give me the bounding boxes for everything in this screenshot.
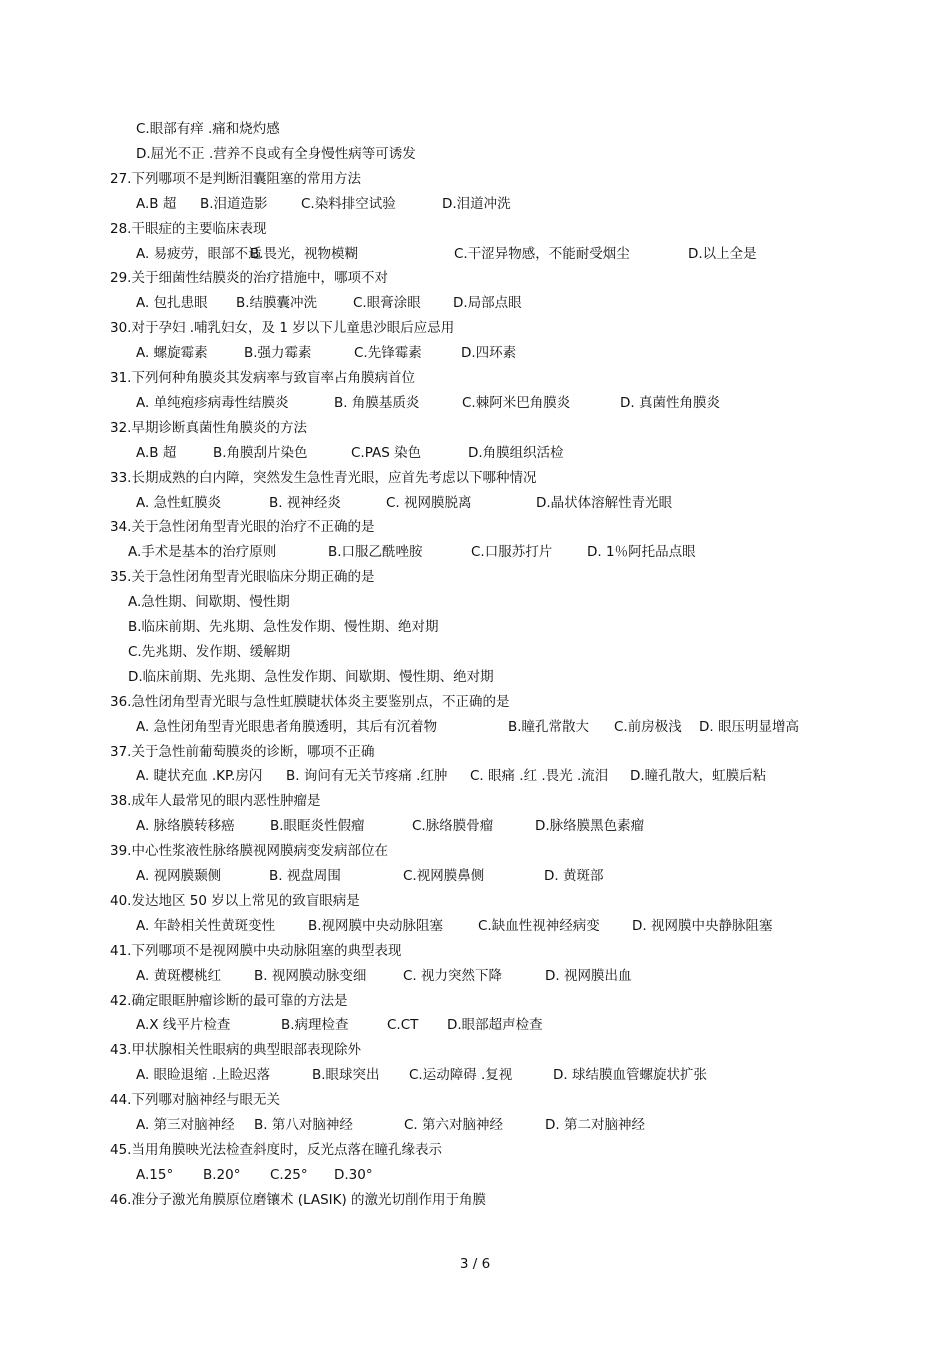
question-text: 43.甲状腺相关性眼病的典型眼部表现除外 — [110, 1042, 361, 1059]
option-text: D. 球结膜血管螺旋状扩张 — [553, 1067, 707, 1084]
option-text: D.以上全是 — [688, 245, 757, 262]
option-text: C.运动障碍 .复视 — [409, 1067, 513, 1084]
option-text: B.20° — [203, 1166, 241, 1183]
option-text: C.CT — [387, 1017, 419, 1034]
option-text: A.急性期、间歇期、慢性期 — [128, 594, 290, 611]
option-text: A.B 超 — [136, 444, 177, 461]
question-text: 37.关于急性前葡萄膜炎的诊断，哪项不正确 — [110, 743, 375, 760]
option-text: C.脉络膜骨瘤 — [412, 818, 494, 835]
option-text: A. 睫状充血 .KP.房闪 — [136, 768, 263, 785]
option-text: C.缺血性视神经病变 — [478, 917, 600, 934]
question-text: 39.中心性浆液性脉络膜视网膜病变发病部位在 — [110, 843, 388, 860]
option-text: A. 急性闭角型青光眼患者角膜透明，其后有沉着物 — [136, 718, 438, 735]
option-text: D. 黄斑部 — [544, 868, 604, 884]
question-text: 27.下列哪项不是判断泪囊阻塞的常用方法 — [110, 170, 361, 187]
option-text: B.强力霉素 — [244, 345, 312, 362]
question-text: 36.急性闭角型青光眼与急性虹膜睫状体炎主要鉴别点，不正确的是 — [110, 693, 510, 710]
option-text: A. 单纯疱疹病毒性结膜炎 — [136, 394, 289, 411]
option-text: C.干涩异物感，不能耐受烟尘 — [454, 245, 630, 262]
option-text: B. 第八对脑神经 — [254, 1117, 353, 1133]
option-text: A.15° — [136, 1166, 174, 1183]
option-text: D. 真菌性角膜炎 — [620, 394, 720, 411]
option-text: B.视网膜中央动脉阻塞 — [308, 917, 444, 934]
option-text: B. 询问有无关节疼痛 .红肿 — [286, 768, 448, 785]
option-text: C.先锋霉素 — [354, 345, 422, 362]
option-text: A. 黄斑樱桃红 — [136, 967, 222, 984]
option-text: A. 包扎患眼 — [136, 295, 208, 312]
option-text: D.脉络膜黑色素瘤 — [535, 818, 645, 835]
option-text: A. 急性虹膜炎 — [136, 494, 222, 511]
option-text: B.口服乙酰唑胺 — [328, 544, 423, 561]
option-text: A. 年龄相关性黄斑变性 — [136, 917, 276, 934]
question-text: 34.关于急性闭角型青光眼的治疗不正确的是 — [110, 519, 375, 536]
option-text: C.视网膜鼻侧 — [403, 868, 485, 884]
question-text: 41.下列哪项不是视网膜中央动脉阻塞的典型表现 — [110, 942, 402, 959]
option-text: C.前房极浅 — [614, 718, 682, 735]
option-text: B.结膜囊冲洗 — [236, 295, 318, 312]
option-text: D.角膜组织活检 — [468, 444, 564, 461]
option-text: D.局部点眼 — [453, 295, 522, 312]
question-text: 28.干眼症的主要临床表现 — [110, 220, 267, 237]
question-text: 31.下列何种角膜炎其发病率与致盲率占角膜病首位 — [110, 370, 415, 386]
option-text: A. 螺旋霉素 — [136, 345, 208, 362]
option-text: A. 眼睑退缩 .上睑迟落 — [136, 1067, 271, 1084]
option-text: B. 视盘周围 — [269, 868, 341, 884]
option-text: B.临床前期、先兆期、急性发作期、慢性期、绝对期 — [128, 619, 439, 635]
option-text: A. 第三对脑神经 — [136, 1117, 235, 1133]
option-text: B. 视神经炎 — [269, 494, 341, 511]
option-text: C.25° — [270, 1166, 308, 1183]
question-text: 46.准分子激光角膜原位磨镶术 (LASIK) 的激光切削作用于角膜 — [110, 1191, 487, 1208]
option-text: D. 1％阿托品点眼 — [587, 544, 696, 561]
option-text: C.染料排空试验 — [301, 195, 396, 212]
option-text: D. 第二对脑神经 — [545, 1117, 645, 1133]
option-text: C. 视网膜脱离 — [386, 494, 472, 511]
option-text: C. 视力突然下降 — [403, 967, 503, 984]
option-text: A. 易疲劳，眼部不适 — [136, 245, 262, 262]
question-text: 35.关于急性闭角型青光眼临床分期正确的是 — [110, 569, 375, 586]
option-text: B.瞳孔常散大 — [508, 718, 590, 735]
question-text: 40.发达地区 50 岁以上常见的致盲眼病是 — [110, 892, 360, 909]
option-text: A.B 超 — [136, 195, 177, 212]
option-text: D. 视网膜出血 — [545, 967, 632, 984]
page-number: 3 / 6 — [459, 1256, 491, 1272]
option-text: C. 第六对脑神经 — [404, 1117, 504, 1133]
question-text: 45.当用角膜映光法检查斜度时，反光点落在瞳孔缘表示 — [110, 1141, 442, 1158]
option-text: D.四环素 — [461, 345, 517, 362]
option-text: B.病理检查 — [281, 1017, 349, 1034]
option-text: B.眼球突出 — [312, 1067, 380, 1084]
option-text: B. 角膜基质炎 — [334, 394, 420, 411]
question-text: 32.早期诊断真菌性角膜炎的方法 — [110, 419, 307, 436]
option-text: D.30° — [334, 1166, 373, 1183]
option-text: D.眼部超声检查 — [447, 1017, 543, 1034]
option-text: A.手术是基本的治疗原则 — [128, 544, 277, 561]
question-text: 38.成年人最常见的眼内恶性肿瘤是 — [110, 793, 321, 810]
option-text: D. 眼压明显增高 — [699, 718, 799, 735]
option-text: C.眼膏涂眼 — [353, 295, 421, 312]
option-text: C.棘阿米巴角膜炎 — [462, 394, 571, 411]
option-text: A. 脉络膜转移癌 — [136, 818, 235, 835]
option-text: A.X 线平片检查 — [136, 1017, 231, 1034]
option-text: D. 视网膜中央静脉阻塞 — [632, 917, 773, 934]
option-text: B.眼眶炎性假瘤 — [270, 818, 365, 835]
option-text: D.晶状体溶解性青光眼 — [536, 494, 673, 511]
option-text: B. 视网膜动脉变细 — [254, 967, 367, 984]
option-text: D.临床前期、先兆期、急性发作期、间歇期、慢性期、绝对期 — [128, 668, 494, 685]
question-text: 33.长期成熟的白内障，突然发生急性青光眼，应首先考虑以下哪种情况 — [110, 469, 537, 486]
option-text: B.角膜刮片染色 — [213, 444, 308, 461]
option-text: C.眼部有痒 .痛和烧灼感 — [136, 121, 280, 137]
question-text: 42.确定眼眶肿瘤诊断的最可靠的方法是 — [110, 992, 348, 1009]
option-text: C. 眼痛 .红 .畏光 .流泪 — [470, 768, 609, 785]
option-text: B.畏光，视物模糊 — [250, 245, 359, 262]
question-text: 44.下列哪对脑神经与眼无关 — [110, 1092, 280, 1109]
option-text: D.泪道冲洗 — [442, 195, 511, 212]
question-text: 30.对于孕妇 .哺乳妇女，及 1 岁以下儿童患沙眼后应忌用 — [110, 320, 455, 337]
option-text: B.泪道造影 — [200, 195, 268, 212]
option-text: C.口服苏打片 — [471, 544, 553, 561]
option-text: D.瞳孔散大，虹膜后粘 — [630, 768, 767, 785]
option-text: C.PAS 染色 — [351, 444, 422, 461]
option-text: A. 视网膜颞侧 — [136, 868, 222, 884]
question-text: 29.关于细菌性结膜炎的治疗措施中，哪项不对 — [110, 270, 388, 287]
option-text: D.屈光不正 .营养不良或有全身慢性病等可诱发 — [136, 145, 416, 162]
option-text: C.先兆期、发作期、缓解期 — [128, 643, 291, 660]
